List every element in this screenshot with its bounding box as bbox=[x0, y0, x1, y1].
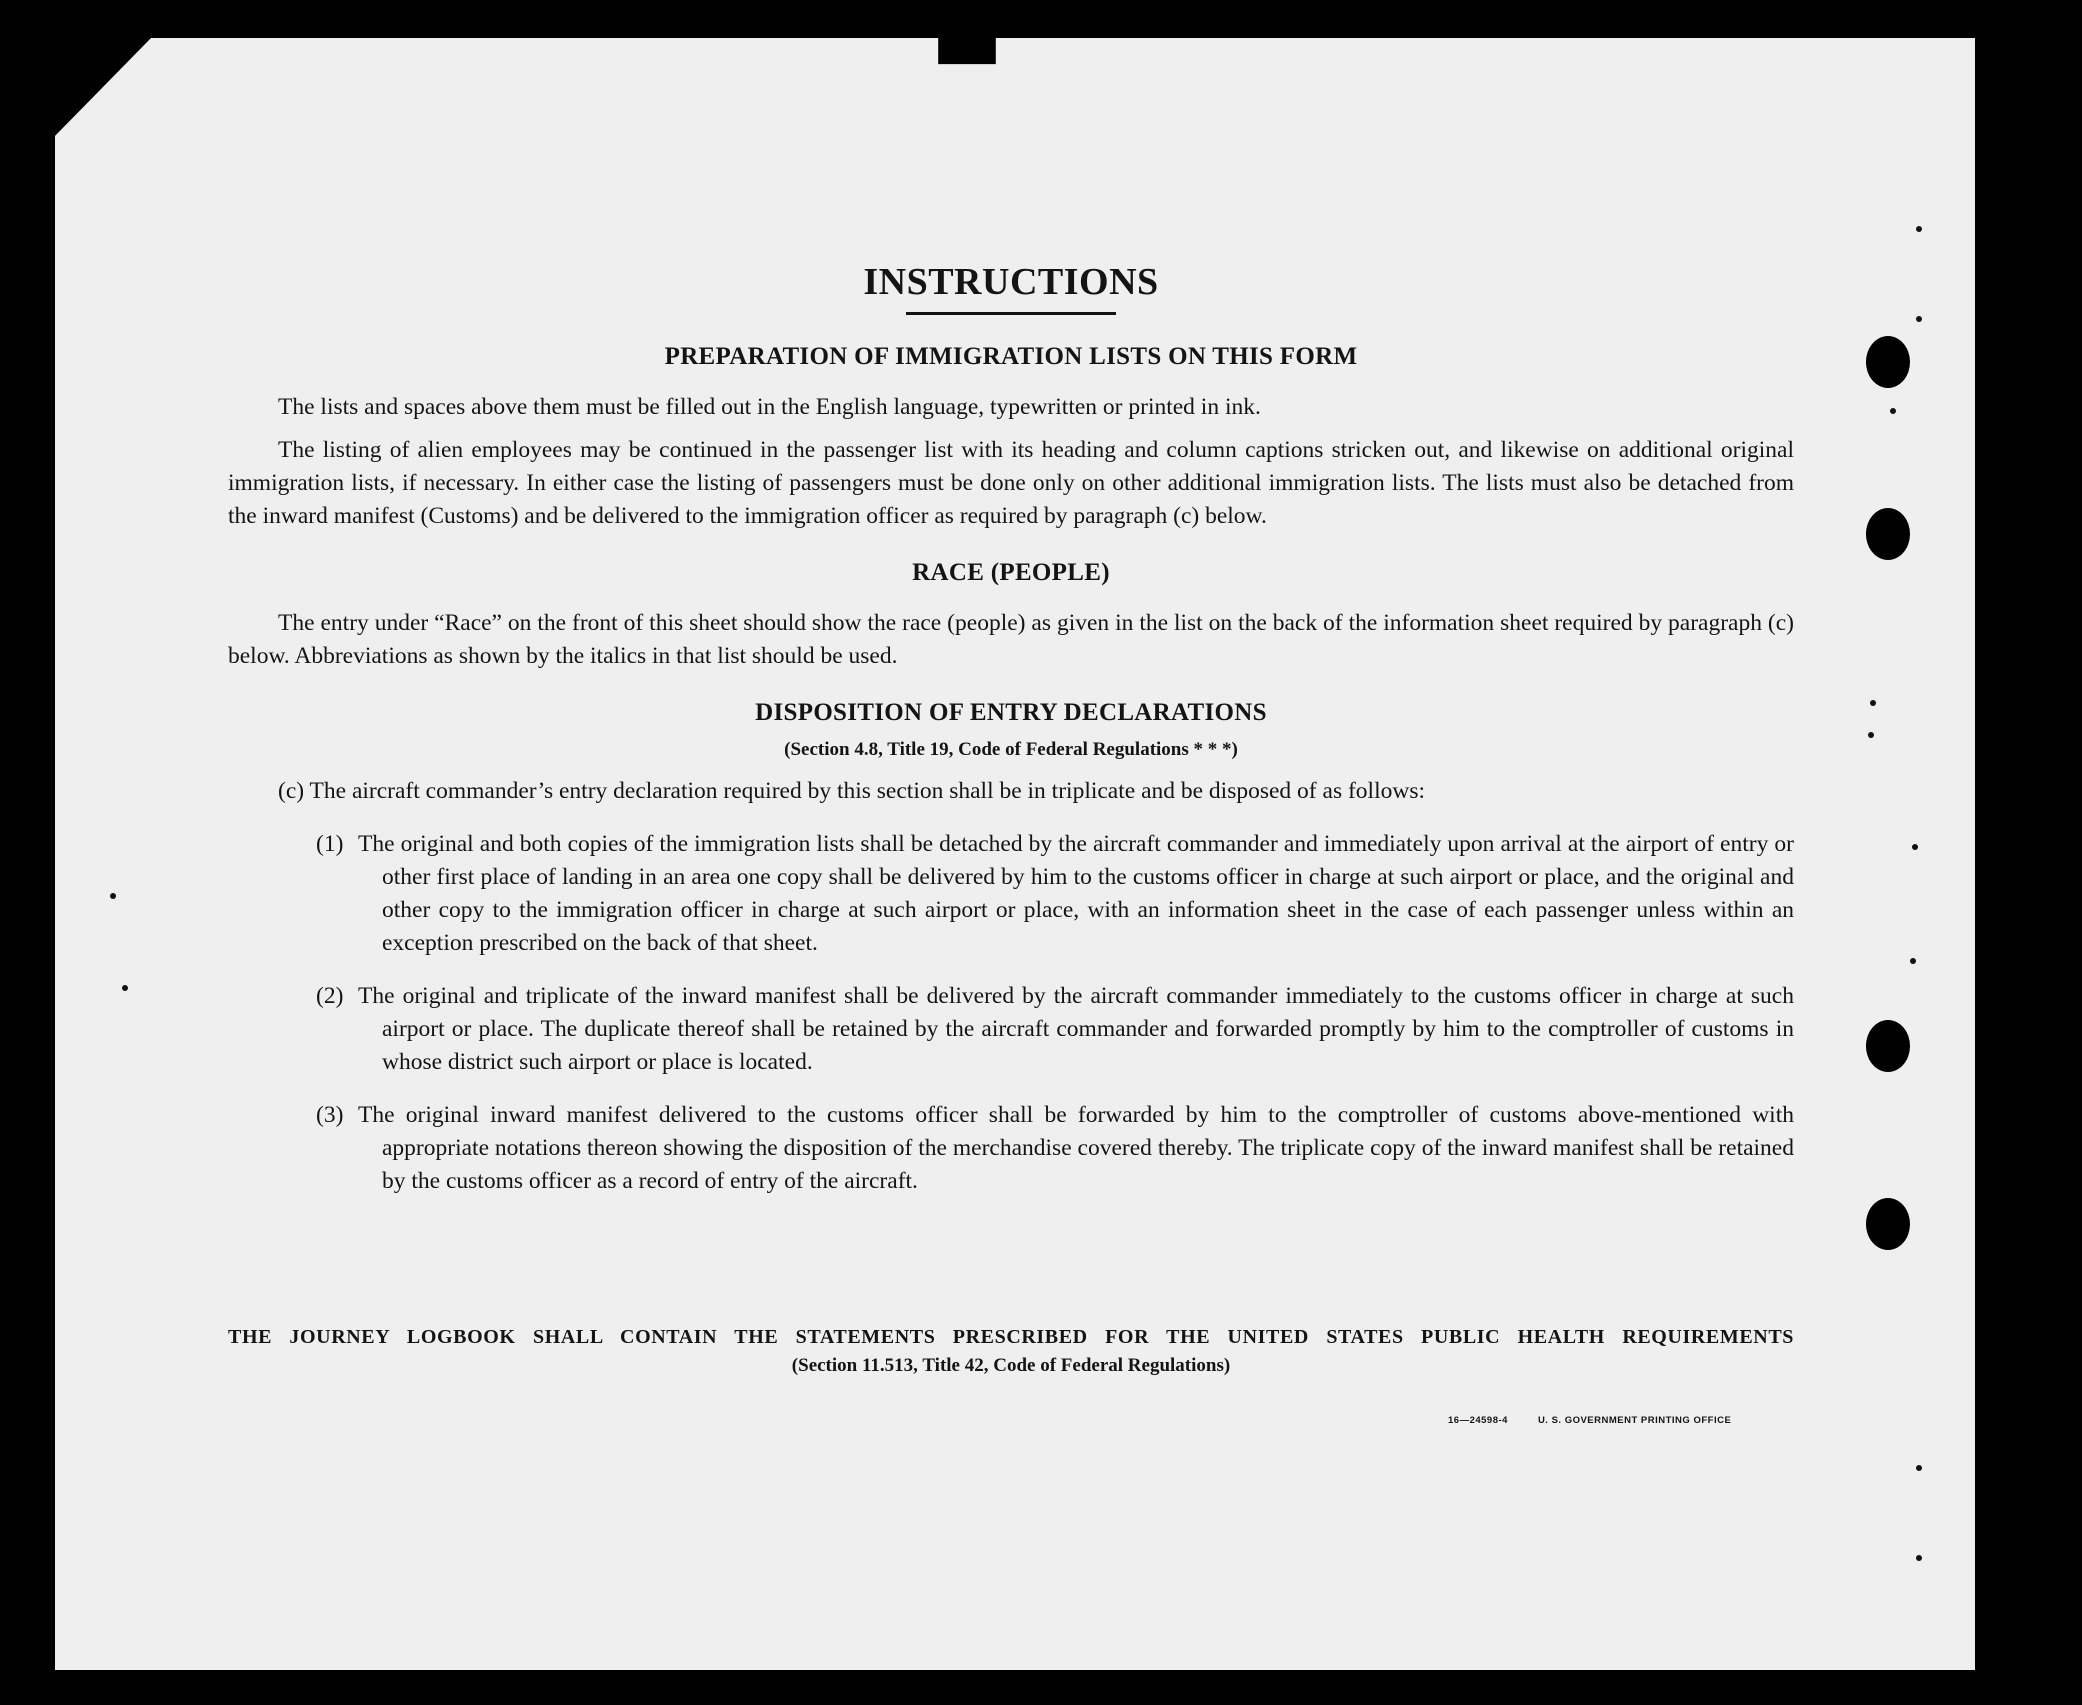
title-underline bbox=[906, 312, 1116, 315]
race-para: The entry under “Race” on the front of this sheet should show the race (people) as given in the list on the back of the information sheet required by paragraph (c) below. Abbreviations as shown by the italics in that list should be used. bbox=[228, 610, 1794, 669]
preparation-para-1: The lists and spaces above them must be filled out in the English language, typewritten or printed in ink. bbox=[278, 394, 1261, 420]
list-item-number: (2) bbox=[316, 983, 344, 1009]
printing-office: U. S. GOVERNMENT PRINTING OFFICE bbox=[1537, 1415, 1732, 1426]
footer-line-2: (Section 11.513, Title 42, Code of Federal Regulations) bbox=[791, 1355, 1231, 1376]
disposition-citation: (Section 4.8, Title 19, Code of Federal Regulations * * *) bbox=[784, 739, 1238, 760]
speck bbox=[1916, 1465, 1922, 1471]
speck bbox=[1868, 732, 1874, 738]
punch-hole bbox=[1866, 336, 1910, 388]
speck bbox=[1912, 844, 1918, 850]
list-item bbox=[316, 1099, 1794, 1198]
speck bbox=[1916, 316, 1922, 322]
speck bbox=[110, 893, 116, 899]
disposition-heading: DISPOSITION OF ENTRY DECLARATIONS bbox=[755, 699, 1267, 726]
list-item bbox=[316, 828, 1794, 960]
punch-hole bbox=[1866, 508, 1910, 560]
speck bbox=[1870, 700, 1876, 706]
preparation-heading: PREPARATION OF IMMIGRATION LISTS ON THIS FORM bbox=[664, 343, 1358, 370]
page-title: INSTRUCTIONS bbox=[863, 261, 1159, 303]
disposition-lead: (c) The aircraft commander’s entry declaration required by this section shall be in triplicate and be disposed of as follows: bbox=[278, 778, 1425, 804]
punch-hole bbox=[1866, 1020, 1910, 1072]
form-code: 16—24598-4 bbox=[1448, 1415, 1508, 1426]
list-item bbox=[316, 980, 1794, 1079]
health-requirements-footer bbox=[228, 1326, 1794, 1377]
list-item-text: The original and both copies of the immigration lists shall be detached by the aircraft commander and immediately upon arrival at the airport of entry or other first place of landing in an area one copy shall be delivered by him to the customs officer in charge at such airport or place, and the original and other copy to the immigration officer in charge at such airport or place, with an information sheet in the case of each passenger unless within an exception prescribed on the back of that sheet. bbox=[358, 831, 1794, 956]
speck bbox=[1890, 408, 1896, 414]
speck bbox=[1916, 226, 1922, 232]
show-through-text bbox=[835, 86, 843, 120]
list-item-number: (1) bbox=[316, 831, 344, 857]
preparation-para-2: The listing of alien employees may be continued in the passenger list with its heading and column captions stricken out, and likewise on additional original immigration lists, if necessary. In either case the listing of passengers must be done only on other additional immigration lists. The lists must also be detached from the inward manifest (Customs) and be delivered to the immigration officer as required by paragraph (c) below. bbox=[228, 437, 1794, 529]
race-heading: RACE (PEOPLE) bbox=[912, 559, 1110, 586]
speck bbox=[122, 985, 128, 991]
list-item-number: (3) bbox=[316, 1102, 344, 1128]
list-item-text: The original inward manifest delivered to the customs officer shall be forwarded by him to the comptroller of customs above-mentioned with appropriate notations thereon showing the disposition of the merchandise covered thereby. The triplicate copy of the inward manifest shall be retained by the customs officer as a record of entry of the aircraft. bbox=[358, 1102, 1794, 1194]
punch-hole bbox=[1866, 1198, 1910, 1250]
instructions-body bbox=[228, 260, 1794, 1218]
speck bbox=[1910, 958, 1916, 964]
printer-imprint bbox=[1448, 1415, 1761, 1426]
footer-line-1: THE JOURNEY LOGBOOK SHALL CONTAIN THE STATEMENTS PRESCRIBED FOR THE UNITED STATES PUBLIC HEALTH REQUIREMENTS bbox=[228, 1326, 1794, 1348]
list-item-text: The original and triplicate of the inward manifest shall be delivered by the aircraft commander immediately to the customs officer in charge at such airport or place. The duplicate thereof shall be retained by the aircraft commander and forwarded promptly by him to the comptroller of customs in whose district such airport or place is located. bbox=[358, 983, 1794, 1075]
speck bbox=[1916, 1555, 1922, 1561]
